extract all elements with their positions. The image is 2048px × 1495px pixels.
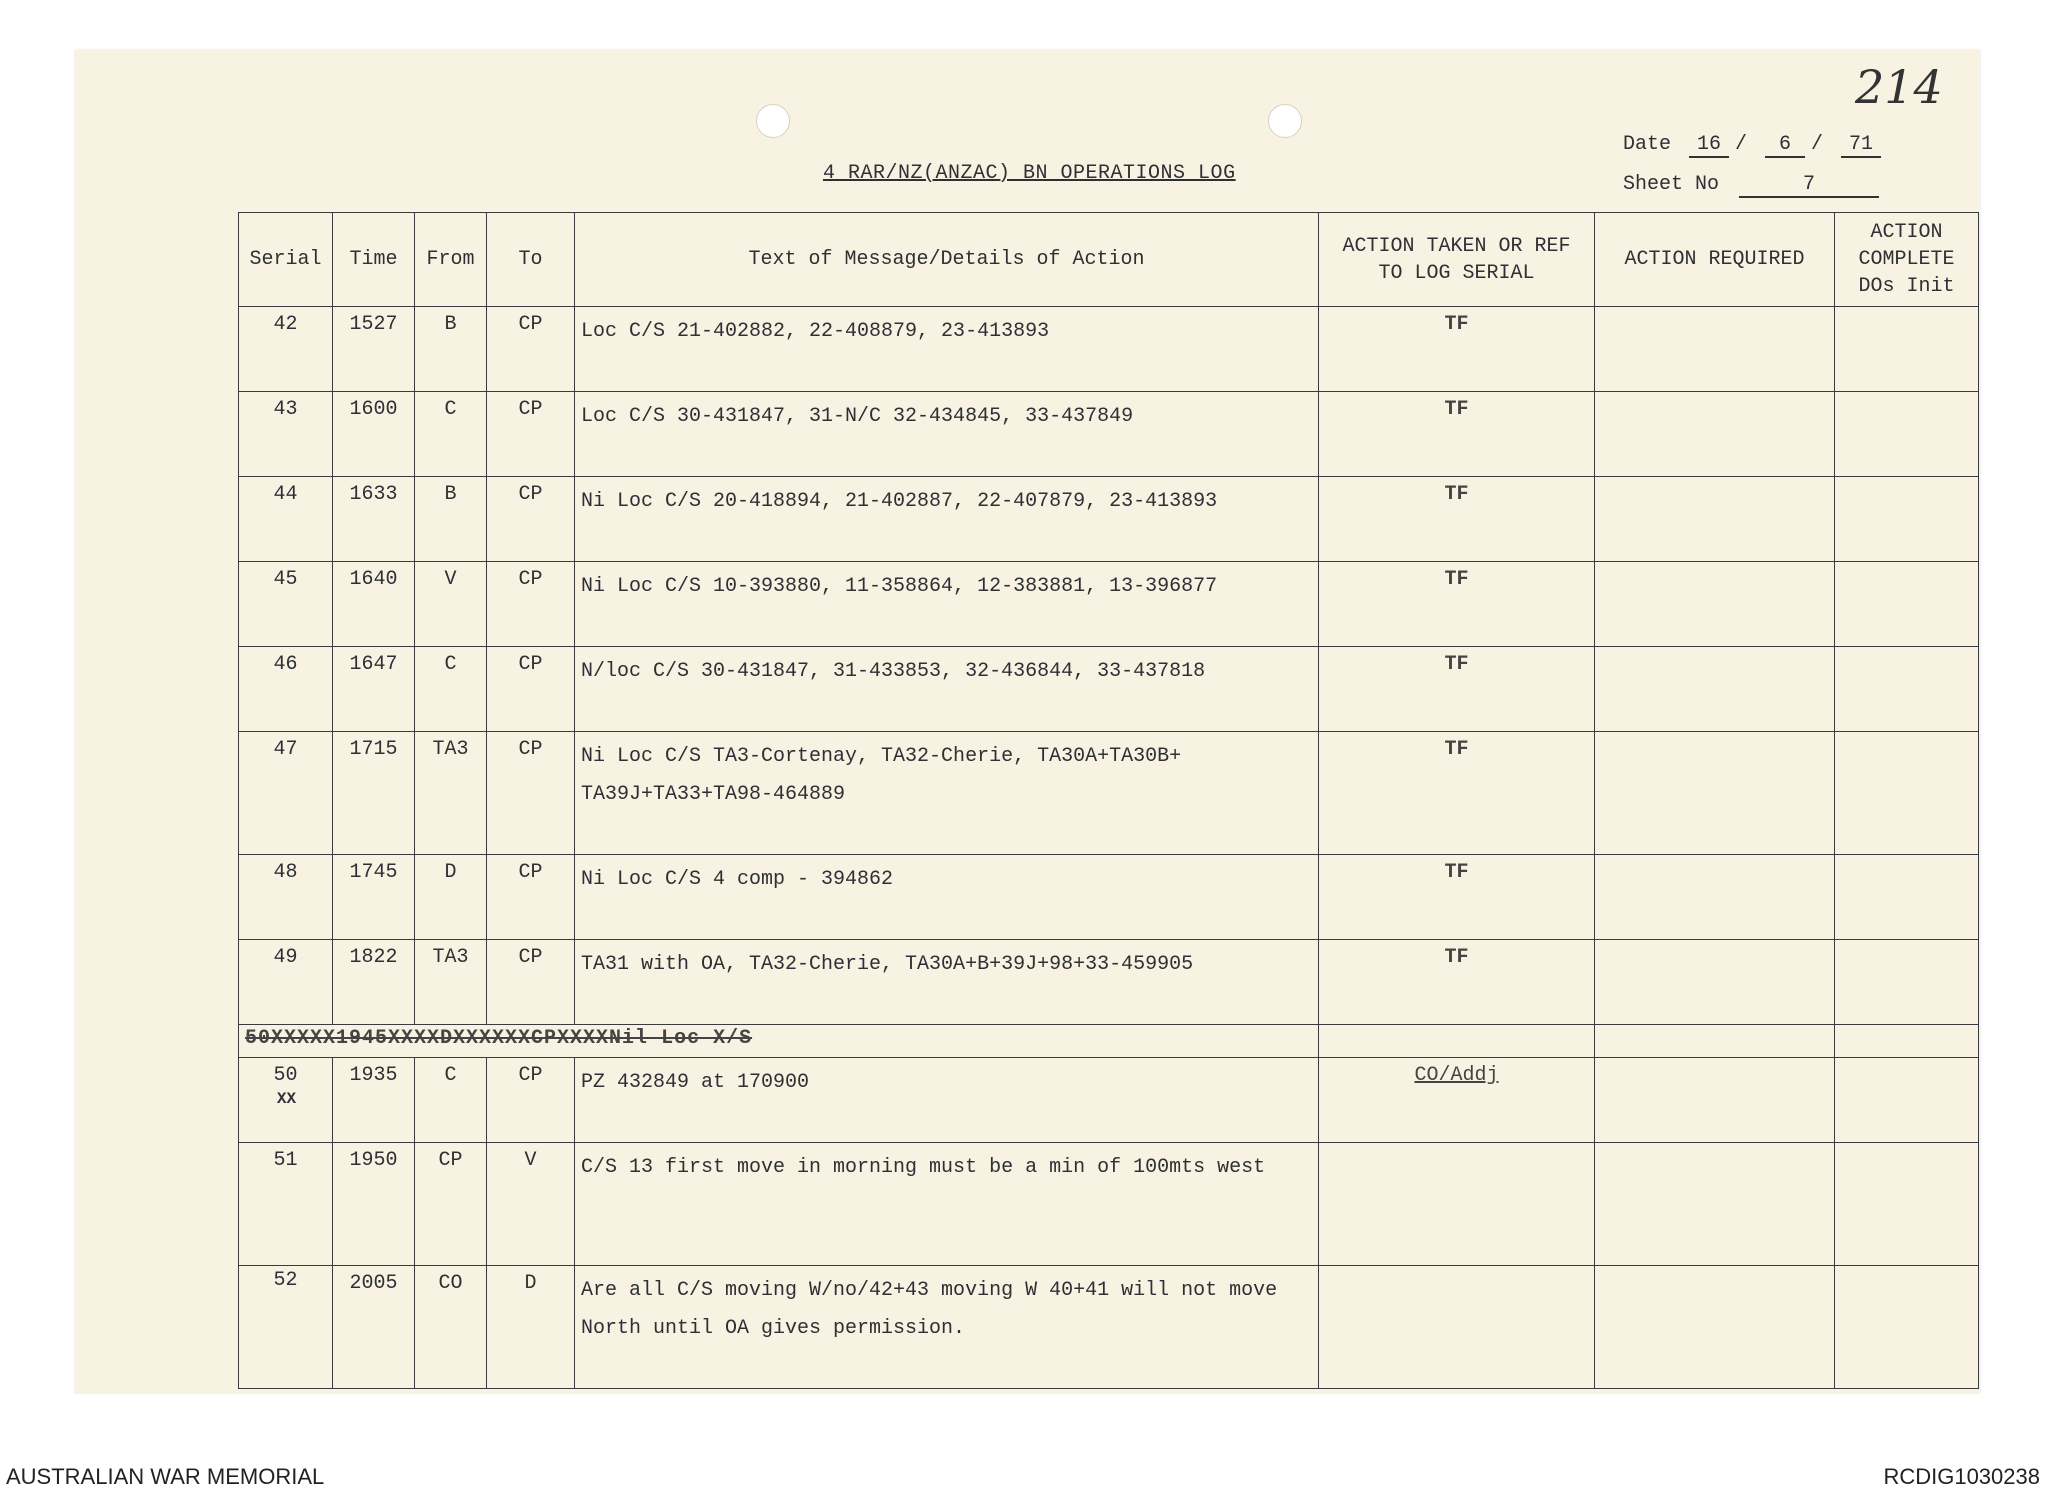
cell-action-required — [1595, 855, 1835, 940]
col-header-text: Text of Message/Details of Action — [575, 213, 1319, 307]
cell-serial: 43 — [239, 392, 333, 477]
cell-time: 1935 — [333, 1058, 415, 1143]
col-header-action-complete: ACTION COMPLETE DOs Init — [1835, 213, 1979, 307]
cell-from: CP — [415, 1143, 487, 1266]
table-row — [239, 307, 1979, 392]
cell-time: 1715 — [333, 732, 415, 855]
cell-time: 1633 — [333, 477, 415, 562]
cell-from: V — [415, 562, 487, 647]
date-field: Date 16 / 6 / 71 — [1623, 133, 1887, 158]
cell-time: 1745 — [333, 855, 415, 940]
cell-to: CP — [487, 392, 575, 477]
cell-serial: 51 — [239, 1143, 333, 1266]
cell-serial: 45 — [239, 562, 333, 647]
table-row — [239, 1058, 1979, 1143]
cell-action-required — [1595, 1025, 1835, 1058]
cell-action-required — [1595, 1058, 1835, 1143]
table-row — [239, 1143, 1979, 1266]
table-row — [239, 477, 1979, 562]
footer-right-text: RCDIG1030238 — [1883, 1464, 2040, 1489]
col-header-action-taken: ACTION TAKEN OR REF TO LOG SERIAL — [1319, 213, 1595, 307]
cell-action-taken: TF — [1319, 940, 1595, 1025]
cell-time: 1822 — [333, 940, 415, 1025]
cell-action-taken: TF — [1319, 647, 1595, 732]
cell-to: CP — [487, 1058, 575, 1143]
date-label: Date — [1623, 133, 1672, 156]
col-header-from: From — [415, 213, 487, 307]
cell-serial: 44 — [239, 477, 333, 562]
cell-action-taken — [1319, 1143, 1595, 1266]
cell-action-complete — [1835, 307, 1979, 392]
cell-action-required — [1595, 562, 1835, 647]
cell-struck-line — [239, 1025, 1319, 1058]
xx-mark: XX — [276, 1090, 297, 1108]
cell-text: Loc C/S 30-431847, 31-N/C 32-434845, 33-437849 — [575, 392, 1319, 477]
sheet-no-value: 7 — [1739, 173, 1879, 198]
cell-to: CP — [487, 647, 575, 732]
cell-action-taken: TF — [1319, 732, 1595, 855]
cell-text: C/S 13 first move in morning must be a min of 100mts west — [575, 1143, 1319, 1266]
cell-serial: 49 — [239, 940, 333, 1025]
cell-text: Are all C/S moving W/no/42+43 moving W 40+41 will not move North until OA gives permission. — [575, 1266, 1319, 1389]
date-month: 6 — [1765, 133, 1805, 158]
cell-text: Loc C/S 21-402882, 22-408879, 23-413893 — [575, 307, 1319, 392]
cell-action-taken: TF — [1319, 392, 1595, 477]
col-header-to: To — [487, 213, 575, 307]
punch-hole — [1268, 104, 1302, 138]
table-row — [239, 1266, 1979, 1389]
cell-action-complete — [1835, 1058, 1979, 1143]
cell-action-complete — [1835, 1266, 1979, 1389]
cell-serial: 47 — [239, 732, 333, 855]
cell-time: 1950 — [333, 1143, 415, 1266]
cell-from: TA3 — [415, 940, 487, 1025]
cell-action-complete — [1835, 562, 1979, 647]
cell-action-required — [1595, 647, 1835, 732]
cell-action-required — [1595, 307, 1835, 392]
cell-from: C — [415, 392, 487, 477]
cell-text: Ni Loc C/S 20-418894, 21-402887, 22-407879, 23-413893 — [575, 477, 1319, 562]
table-header-row — [239, 213, 1979, 307]
cell-to: CP — [487, 562, 575, 647]
cell-text: Ni Loc C/S 10-393880, 11-358864, 12-383881, 13-396877 — [575, 562, 1319, 647]
serial-value: 50 — [273, 1064, 298, 1087]
cell-action-taken — [1319, 1266, 1595, 1389]
struck-line-text: 50XXXXX1945XXXXDXXXXXXCPXXXXNil Loc X/S — [245, 1027, 753, 1050]
cell-serial: 42 — [239, 307, 333, 392]
cell-action-required — [1595, 477, 1835, 562]
footer-left-text: AUSTRALIAN WAR MEMORIAL — [6, 1464, 325, 1489]
cell-text: PZ 432849 at 170900 — [575, 1058, 1319, 1143]
cell-action-complete — [1835, 732, 1979, 855]
cell-text: Ni Loc C/S TA3-Cortenay, TA32-Cherie, TA30A+TA30B+ TA39J+TA33+TA98-464889 — [575, 732, 1319, 855]
cell-text: Ni Loc C/S 4 comp - 394862 — [575, 855, 1319, 940]
cell-action-complete — [1835, 647, 1979, 732]
cell-to: CP — [487, 855, 575, 940]
cell-to: D — [487, 1266, 575, 1389]
cell-action-required — [1595, 1266, 1835, 1389]
handwritten-sheet-number: 214 — [1855, 60, 1943, 114]
table-row — [239, 392, 1979, 477]
cell-to: V — [487, 1143, 575, 1266]
cell-time: 1640 — [333, 562, 415, 647]
operations-log-table — [238, 212, 1979, 1389]
cell-from: B — [415, 307, 487, 392]
cell-action-complete — [1835, 940, 1979, 1025]
cell-text: TA31 with OA, TA32-Cherie, TA30A+B+39J+98+33-459905 — [575, 940, 1319, 1025]
sheet-no-label: Sheet No — [1623, 173, 1720, 196]
cell-action-taken: TF — [1319, 307, 1595, 392]
cell-action-taken: TF — [1319, 855, 1595, 940]
cell-serial — [239, 1058, 333, 1143]
cell-time: 1647 — [333, 647, 415, 732]
cell-action-required — [1595, 732, 1835, 855]
cell-action-complete — [1835, 855, 1979, 940]
cell-serial: 46 — [239, 647, 333, 732]
col-header-action-required: ACTION REQUIRED — [1595, 213, 1835, 307]
cell-action-taken: TF — [1319, 562, 1595, 647]
cell-text: N/loc C/S 30-431847, 31-433853, 32-436844, 33-437818 — [575, 647, 1319, 732]
cell-action-required — [1595, 940, 1835, 1025]
punch-hole — [756, 104, 790, 138]
cell-action-required — [1595, 1143, 1835, 1266]
top-margin — [0, 0, 2048, 50]
log-title: 4 RAR/NZ(ANZAC) BN OPERATIONS LOG — [823, 162, 1236, 185]
table-row — [239, 647, 1979, 732]
cell-action-taken — [1319, 1025, 1595, 1058]
table-row — [239, 732, 1979, 855]
cell-time: 1527 — [333, 307, 415, 392]
cell-action-complete — [1835, 392, 1979, 477]
cell-from: C — [415, 1058, 487, 1143]
cell-to: CP — [487, 940, 575, 1025]
cell-action-taken: TF — [1319, 477, 1595, 562]
cell-from: C — [415, 647, 487, 732]
cell-action-complete — [1835, 1025, 1979, 1058]
table-row — [239, 562, 1979, 647]
cell-from: D — [415, 855, 487, 940]
cell-time: 1600 — [333, 392, 415, 477]
date-year: 71 — [1841, 133, 1881, 158]
cell-serial: 48 — [239, 855, 333, 940]
footer-bar — [0, 1458, 2048, 1495]
col-header-serial: Serial — [239, 213, 333, 307]
table-row — [239, 855, 1979, 940]
cell-from: CO — [415, 1266, 487, 1389]
cell-action-complete — [1835, 1143, 1979, 1266]
cell-from: TA3 — [415, 732, 487, 855]
col-header-time: Time — [333, 213, 415, 307]
sheet-no-field — [1623, 173, 1879, 198]
table-row — [239, 940, 1979, 1025]
cell-action-complete — [1835, 477, 1979, 562]
struck-through-row — [239, 1025, 1979, 1058]
cell-time: 2005 — [333, 1266, 415, 1389]
cell-to: CP — [487, 477, 575, 562]
cell-action-required — [1595, 392, 1835, 477]
date-day: 16 — [1689, 133, 1729, 158]
cell-to: CP — [487, 732, 575, 855]
cell-serial: 52 — [239, 1266, 333, 1389]
cell-to: CP — [487, 307, 575, 392]
cell-action-taken: CO/Addj — [1319, 1058, 1595, 1143]
cell-from: B — [415, 477, 487, 562]
